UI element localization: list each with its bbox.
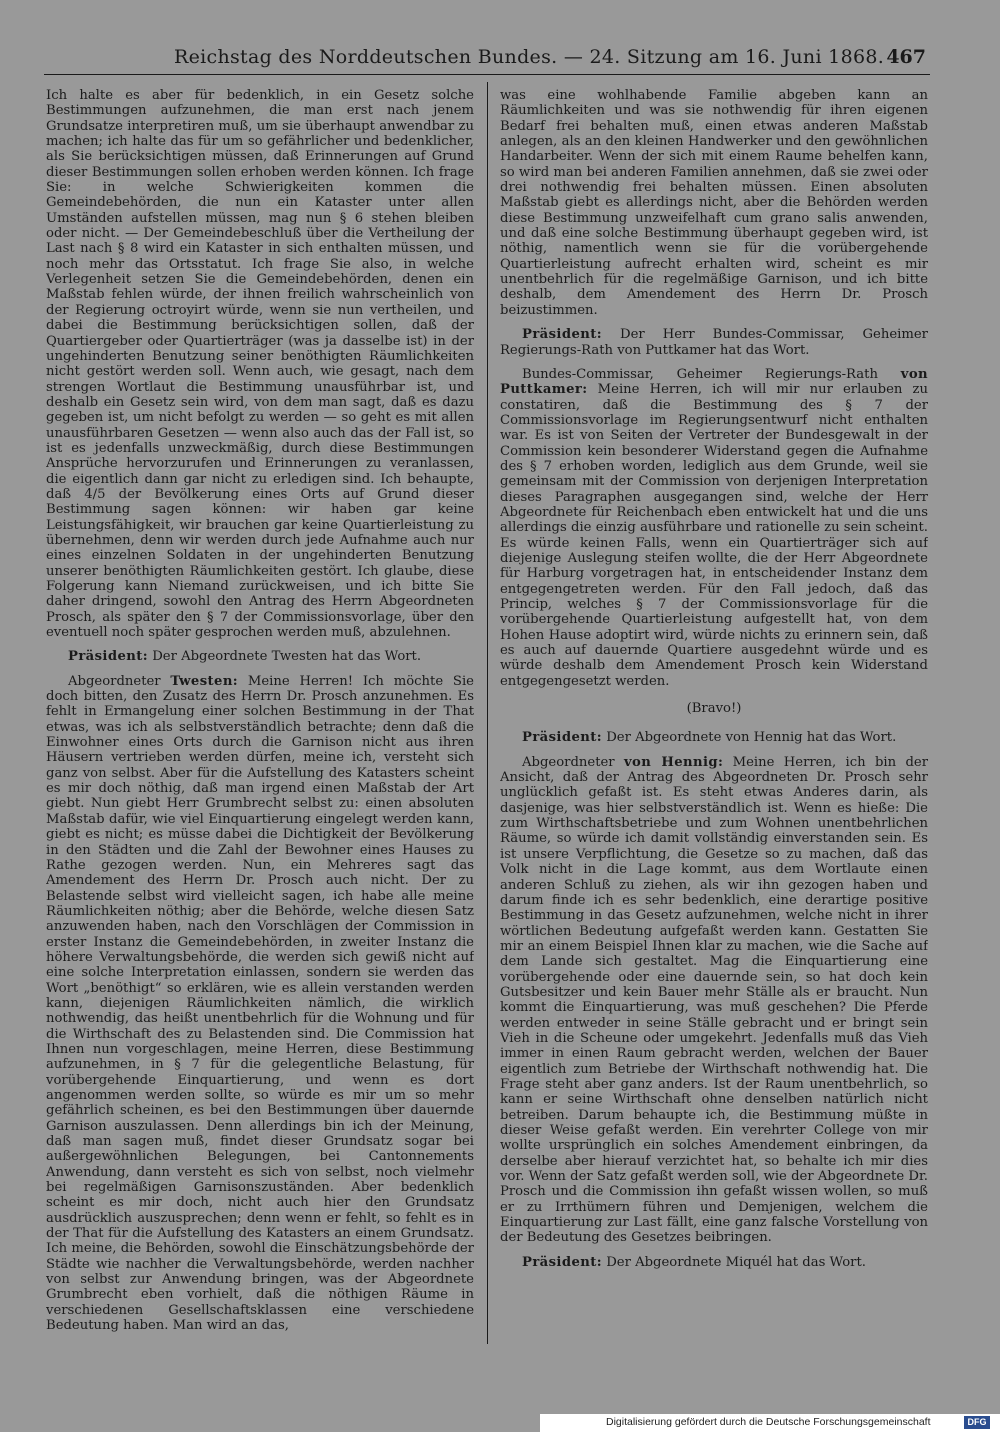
speech-text: Meine Herren, ich will mir nur erlauben zu constatiren, daß die Bestimmung des § 7 der Commissionsvorlage im Regierungsentwurf nicht enthalten war. Es ist von Seiten der Vertreter der Bundesgewalt in der Commission kein besonderer Widerstand gegen die Aufnahme des § 7 erhoben worden, lediglich aus dem Grunde, weil sie gemeinsam mit der Commission von derjenigen Interpretation dieses Paragraphen ausgegangen sind, welche der Herr Abgeordnete für Reichenbach eben entwickelt hat und die uns allerdings die einzig ausführbare und rationelle zu sein scheint. Es würde keinen Falls, wenn ein Quartierträger sich auf diejenige Auslegung steifen wollte, die der Herr Abgeordnete für Harburg vorgetragen hat, in entscheidender Instanz dem entgegengetreten werden. Für den Fall jedoch, daß das Princip, welches § 7 der Commissionsvorlage für die vorübergehende Quartierleistung aufgestellt hat, von dem Hohen Hause adoptirt wird, würde nichts zu erinnern sein, daß es auch auf dauernde Quartiere ausgedehnt würde und es würde deshalb dem Amendement Prosch kein Widerstand entgegengesetzt werden.	[500, 382, 928, 689]
funding-credit: Digitalisierung gefördert durch die Deutsche Forschungsgemeinschaft	[606, 1416, 931, 1428]
speech-text: Der Abgeordnete Twesten hat das Wort.	[148, 649, 422, 665]
speaker-name: Präsident:	[522, 327, 603, 343]
left-column	[46, 88, 474, 1350]
paragraph	[500, 755, 928, 1246]
speaker-name: Präsident:	[522, 730, 603, 746]
speaker-name: von Puttkamer:	[500, 366, 928, 398]
paragraph: Ich halte es aber für bedenklich, in ein Gesetz solche Bestimmungen aufzunehmen, die man erst nach jenem Grundsatze interpretiren muß, um sie überhaupt anwendbar zu machen; ich halte das für um so gefährlicher und bedenklicher, als Sie berücksichtigen müssen, daß Erinnerungen auf Grund dieser Bestimmungen sollen erhoben werden können. Ich frage Sie: in welche Schwierigkeiten kommen die Gemeindebehörden, die nun ein Kataster unter allen Umständen aufstellen müssen, mag nun § 6 stehen bleiben oder nicht. — Der Gemeindebeschluß über die Vertheilung der Last nach § 8 wird ein Kataster in sich enthalten müssen, und noch mehr das Ortsstatut. Ich frage Sie also, in welche Verlegenheit setzen Sie die Gemeindebehörden, denen ein Maßstab fehlen würde, der ihnen freilich wahrscheinlich von der Regierung octroyirt würde, wenn sie nun vertheilen, und dabei die Bestimmung berücksichtigen sollen, daß der Quartiergeber oder Quartierträger (was ja dasselbe ist) in der ungehinderten Benutzung seiner benöthigten Räumlichkeiten nicht gestört werden soll. Wenn auch, wie gesagt, nach dem strengen Wortlaut die Bestimmung unausführbar ist, und deshalb ein Gesetz sein wird, von dem man sagt, daß es dazu gegeben ist, um nicht befolgt zu werden — so geht es mit allen unausführbaren Gesetzen — wenn also auch das der Fall ist, so ist es jedenfalls unzweckmäßig, durch diese Bestimmungen Ansprüche hervorzurufen und Erinnerungen zu veranlassen, die eigentlich dann gar nicht zu erledigen sind. Ich behaupte, daß 4/5 der Bevölkerung eines Orts auf Grund dieser Bestimmung sagen können: wir haben gar keine Leistungsfähigkeit, wir brauchen gar keine Quartierleistung zu übernehmen, denn wir werden durch jede Aufnahme auch nur eines einzelnen Soldaten in der ungehinderten Benutzung unserer benöthigten Räumlichkeiten gestört. Ich glaube, diese Folgerung kann Niemand zurückweisen, und ich bitte Sie daher dringend, sowohl den Antrag des Herrn Abgeordneten Prosch, als später den § 7 der Commissionsvorlage, über den eventuell noch später gesprochen werden muß, abzulehnen.	[46, 88, 474, 641]
paragraph: was eine wohlhabende Familie abgeben kann an Räumlichkeiten und was sie nothwendig für ihren eigenen Bedarf frei behalten muß, einen etwas anderen Maßstab anlegen, als an den kleinen Handwerker und den gewöhnlichen Handarbeiter. Wenn der sich mit einem Raume behelfen kann, so wird man bei anderen Familien annehmen, daß sie zwei oder drei nothwendig frei behalten müssen. Einen absoluten Maßstab giebt es allerdings nicht, aber die Behörden werden diese Bestimmung unzweifelhaft cum grano salis anwenden, und daß eine solche Bestimmung überhaupt gegeben wird, ist nöthig, namentlich wenn sie für die vorübergehende Quartierleistung aufrecht erhalten wird, scheint es mir unentbehrlich für die regelmäßige Garnison, und ich bitte deshalb, dem Amendement des Herrn Dr. Prosch beizustimmen.	[500, 88, 928, 318]
paragraph	[46, 649, 474, 664]
speaker-title: Bundes-Commissar, Geheimer Regierungs-Rath	[522, 366, 901, 382]
speech-text: Meine Herren, ich bin der Ansicht, daß der Antrag des Abgeordneten Dr. Prosch sehr unglücklich gefaßt ist. Es steht etwas Anderes darin, als dasjenige, was hier selbstverständlich ist. Wenn es hieße: Die zum Wirthschaftsbetriebe und zum Wohnen unentbehrlichen Räume, so würde ich damit vollständig einverstanden sein. Es ist unsere Verpflichtung, die Gesetze so zu machen, daß das Volk nicht in die Lage kommt, aus dem Wortlaute einen anderen Schluß zu ziehen, als wir ihn gezogen haben und darum finde ich es sehr bedenklich, eine derartige positive Bestimmung in das Gesetz aufzunehmen, welche nicht in ihrer wörtlichen Bedeutung aufgefaßt werden kann. Gestatten Sie mir an einem Beispiel Ihnen klar zu machen, wie die Sache auf dem Lande sich gestaltet. Mag die Einquartierung eine vorübergehende oder eine dauernde sein, so hat doch kein Gutsbesitzer und kein Bauer mehr Ställe als er braucht. Nun kommt die Einquartierung, was muß geschehen? Die Pferde werden entweder in seine Ställe gebracht und er bringt sein Vieh in die Scheune oder umgekehrt. Jedenfalls muß das Vieh immer in einen Raum gebracht werden, welchen der Bauer eigentlich zum Betriebe der Wirthschaft nothwendig hat. Die Frage steht aber ganz anders. Ist der Raum unentbehrlich, so kann er seine Wirthschaft ohne denselben natürlich nicht betreiben. Darum behaupte ich, die Bestimmung müßte in dieser Weise gefaßt werden. Ein verehrter College von mir wollte ursprünglich ein solches Amendement einbringen, da derselbe aber hierauf verzichtet hat, so behalte ich mir dies vor. Wenn der Satz gefaßt werden soll, wie der Abgeordnete Dr. Prosch und die Commission ihn gefaßt wissen wollen, so muß er zu Irrthümern führen und Demjenigen, welchem die Einquartierung zur Last fällt, eine ganz falsche Vorstellung von der Bedeutung des Gesetzes beibringen.	[500, 754, 928, 1246]
paragraph	[500, 1255, 928, 1270]
dfg-logo: DFG	[964, 1416, 990, 1429]
running-title: Reichstag des Norddeutschen Bundes. — 24. Sitzung am 16. Juni 1868.	[174, 46, 885, 68]
speaker-title: Abgeordneter	[68, 673, 171, 689]
speaker-name: Präsident:	[68, 649, 149, 665]
page-number: 467	[886, 46, 926, 68]
right-column	[500, 88, 928, 1350]
paragraph	[46, 674, 474, 1334]
page-header	[44, 44, 930, 75]
paragraph	[500, 367, 928, 689]
paragraph	[500, 730, 928, 745]
speech-text: Meine Herren! Ich möchte Sie doch bitten, den Zusatz des Herrn Dr. Prosch anzunehmen. Es fehlt in Ermangelung einer solchen Bestimmung in der That etwas, was ich als selbstverständlich betrachte; denn daß die Einwohner eines Orts durch die Garnison nicht aus ihren Häusern vertrieben werden dürfen, meine ich, versteht sich ganz von selbst. Aber für die Aufstellung des Katasters scheint es mir doch nöthig, daß man irgend einen Maßstab der Art giebt. Nun giebt Herr Grumbrecht selbst zu: einen absoluten Maßstab dafür, wie viel Einquartierung eingelegt werden kann, giebt es nicht; es müsse dabei die Dichtigkeit der Bevölkerung in den Städten und die Zahl der Bewohner eines Hauses zu Rathe gezogen werden. Nun, ein Mehreres sagt das Amendement des Herrn Dr. Prosch auch nicht. Der zu Belastende selbst wird vielleicht sagen, ich habe alle meine Räumlichkeiten nöthig; aber die Behörde, welche diesen Satz anzuwenden haben, nach den Vorschlägen der Commission in erster Instanz die Gemeindebehörden, in zweiter Instanz die höhere Verwaltungsbehörde, die werden sich gewiß nicht auf eine solche Interpretation einlassen, sondern sie werden das Wort „benöthigt“ so erklären, wie es allein verstanden werden kann, diejenigen Räumlichkeiten nämlich, die wirklich nothwendig, das heißt unentbehrlich für die Wohnung und für die Wirthschaft des zu Belastenden sind. Die Commission hat Ihnen nun vorgeschlagen, meine Herren, diese Bestimmung aufzunehmen, in § 7 für die gelegentliche Belastung, für vorübergehende Einquartierung, und wenn es dort angenommen werden sollte, so würde es mir um so mehr gefährlich scheinen, es bei den Bestimmungen über dauernde Garnison auszulassen. Denn allerdings bin ich der Meinung, daß man sagen muß, findet dieser Grundsatz sogar bei außergewöhnlichen Belegungen, bei Cantonnements Anwendung, dann versteht es sich von selbst, noch vielmehr bei regelmäßigen Garnisonszuständen. Aber bedenklich scheint es mir doch, nicht auch hier den Grundsatz ausdrücklich auszusprechen; denn wenn er fehlt, so fehlt es in der That für die Aufstellung des Katasters an einem Grundsatz. Ich meine, die Behörden, sowohl die Einschätzungsbehörde der Städte wie nachher die Verwaltungsbehörde, werden nachher von selbst zur Anwendung bringen, was der Abgeordnete Grumbrecht eben vorhielt, daß die nöthigen Räume in verschiedenen Gesellschaftsklassen eine verschiedene Bedeutung haben. Man wird an das,	[46, 673, 474, 1334]
speech-text: Der Abgeordnete Miquél hat das Wort.	[602, 1254, 866, 1270]
speaker-name: Twesten:	[170, 673, 239, 689]
paragraph	[500, 327, 928, 358]
speaker-name: von Hennig:	[623, 754, 724, 770]
interjection: (Bravo!)	[686, 701, 742, 717]
column-divider	[487, 82, 488, 1344]
speaker-name: Präsident:	[522, 1254, 603, 1270]
speech-text: Der Herr Bundes-Commissar, Geheimer Regierungs-Rath von Puttkamer hat das Wort.	[500, 327, 928, 358]
digitization-footer	[540, 1414, 1000, 1432]
speaker-title: Abgeordneter	[522, 754, 624, 770]
speech-text: Der Abgeordnete von Hennig hat das Wort.	[602, 730, 897, 746]
